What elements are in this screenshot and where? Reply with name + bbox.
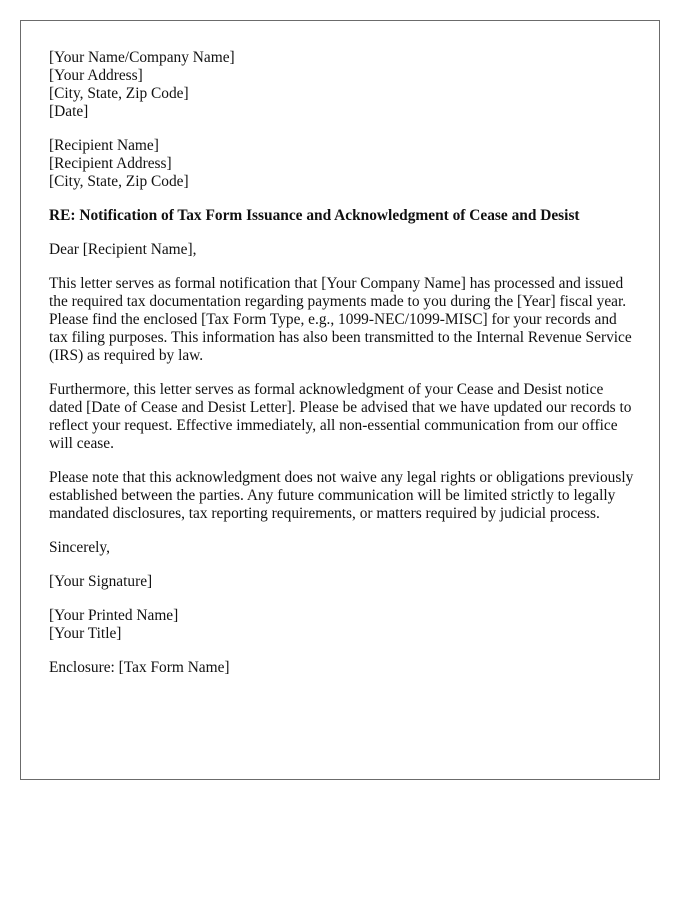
signer-title: [Your Title] (49, 625, 122, 642)
signature-placeholder: [Your Signature] (49, 573, 153, 590)
body-paragraph-2: Furthermore, this letter serves as formal acknowledgment of your Cease and Desist notice dated [Date of Cease and Desist Letter]. Please be advised that we have updated our records to reflect your request. Effective immediately, all non-essential communication from our office will cease. (49, 381, 632, 452)
subject-line: RE: Notification of Tax Form Issuance and Acknowledgment of Cease and Desist (49, 207, 580, 224)
salutation: Dear [Recipient Name], (49, 241, 197, 258)
body-paragraph-3: Please note that this acknowledgment does not waive any legal rights or obligations previously established between the parties. Any future communication will be limited strictly to legally mandated disclosures, tax reporting requirements, or matters required by judicial process. (49, 469, 634, 522)
letter-date: [Date] (49, 103, 89, 120)
body-paragraph-1: This letter serves as formal notification that [Your Company Name] has processed and issued the required tax documentation regarding payments made to you during the [Year] fiscal year. Please find the enclosed [Tax Form Type, e.g., 1099-NEC/1099-MISC] for your records and tax filing purposes. This information has also been transmitted to the Internal Revenue Service (IRS) as required by law. (49, 275, 632, 364)
sender-name: [Your Name/Company Name] (49, 49, 235, 66)
letter-content (49, 49, 639, 693)
recipient-name: [Recipient Name] (49, 137, 159, 154)
sender-address: [Your Address] (49, 67, 143, 84)
recipient-city-state-zip: [City, State, Zip Code] (49, 173, 189, 190)
enclosure-line: Enclosure: [Tax Form Name] (49, 659, 230, 676)
closing: Sincerely, (49, 539, 110, 556)
printed-name: [Your Printed Name] (49, 607, 179, 624)
sender-city-state-zip: [City, State, Zip Code] (49, 85, 189, 102)
letter-page (20, 20, 660, 780)
recipient-address: [Recipient Address] (49, 155, 172, 172)
sender-block (49, 49, 639, 121)
recipient-block (49, 137, 639, 191)
signer-block (49, 607, 639, 643)
